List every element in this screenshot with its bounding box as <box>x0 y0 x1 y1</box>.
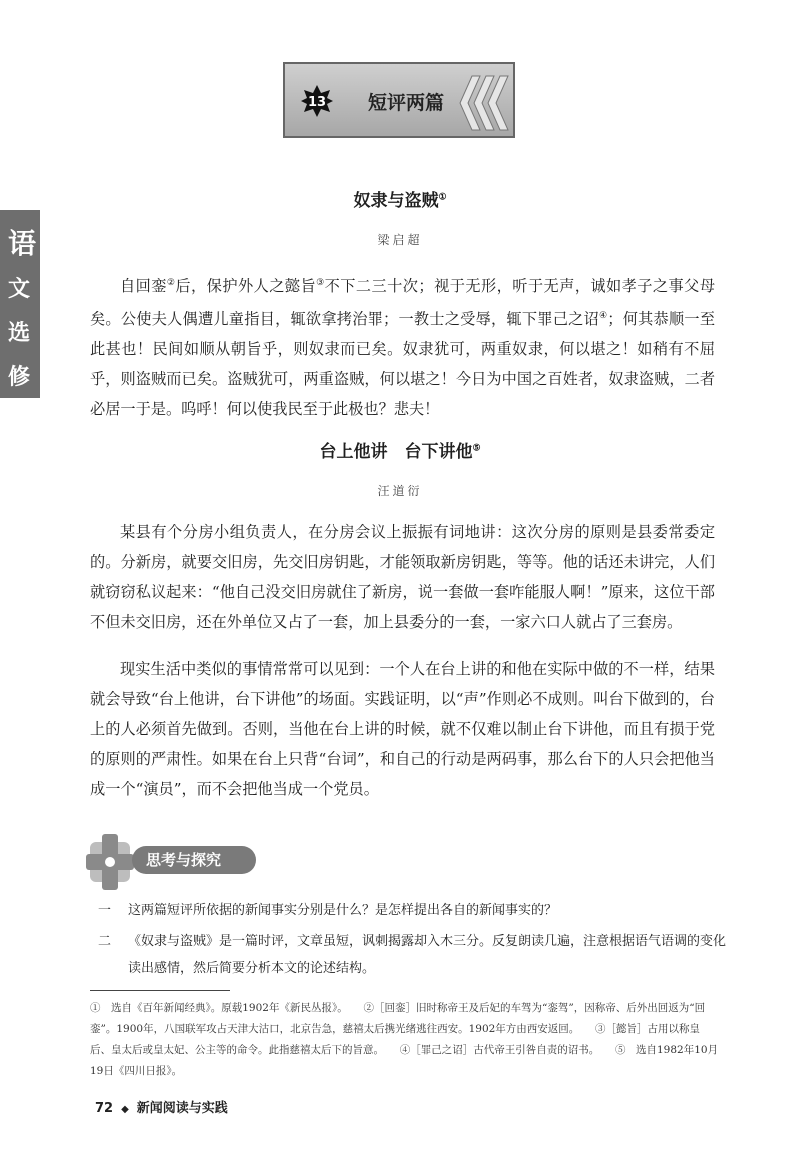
article-author: 梁启超 <box>377 233 423 247</box>
article-title-text: 奴隶与盗贼 <box>353 191 439 211</box>
question-text: 这两篇短评所依据的新闻事实分别是什么？是怎样提出各自的新闻事实的？ <box>128 903 558 918</box>
side-tab-char: 语 <box>8 227 37 260</box>
question-number: 二 <box>98 934 112 949</box>
text-run: ；何其恭顺一至此甚也！民间如顺从朝旨乎，则奴隶而已矣。奴隶犹可，两重奴隶，何以堪之！如稍有不屈乎，则盗贼而已矣。盗贼犹可，两重盗贼，何以堪之！今日为中国之百姓者，奴隶盗贼，二者必居一于是。呜呼！何以使我民至于此极也？悲夫！ <box>90 310 716 419</box>
text-run: 后，保护外人之懿旨 <box>175 277 317 296</box>
footnotes: ① 选自《百年新闻经典》。原载1902年《新民丛报》。 ②［回銮］旧时称帝王及后妃的车驾为“銮驾”，因称帝、后外出回返为“回銮”。1900年，八国联军攻占天津大沽口，北京告急，慈禧太后携光绪逃往西安。1902年方由西安返回。 ③［懿旨］古用以称皇后、皇太后或皇太妃、公主等的命令。此指慈禧太后下的旨意。 ④［罪己之诏］古代帝王引咎自责的诏书。 ⑤ 选自1982年10月19日《四川日报》。 <box>90 1002 719 1077</box>
question-text: 《奴隶与盗贼》是一篇时评，文章虽短，讽刺揭露却入木三分。反复朗读几遍，注意根据语气语调的变化读出感情，然后简要分析本文的论述结构。 <box>128 934 727 976</box>
page-footer <box>95 1097 228 1116</box>
article-paragraph: 现实生活中类似的事情常常可以见到：一个人在台上讲的和他在实际中做的不一样，结果就会导致“台上他讲，台下讲他”的场面。实践证明，以“声”作则必不成则。叫台下做到的，台上的人必须首先做到。否则，当他在台上讲的时候，就不仅难以制止台下讲他，而且有损于党的原则的严肃性。如果在台上只背“台词”，和自己的行动是两码事，那么台下的人只会把他当成一个“演员”，而不会把他当成一个党员。 <box>90 660 715 798</box>
page-number: 72 <box>95 1101 114 1116</box>
text-run: 不下二三十次；视于无形，听于无声，诚如孝子之事父母矣。公使夫人偶遭儿童指目，辄欲拿拷治罪；一教士之受辱，辄下罪己之诏 <box>90 277 716 329</box>
question-item <box>98 928 738 982</box>
side-tab-char: 修 <box>8 364 31 390</box>
footnote-ref: ④ <box>598 311 608 322</box>
chevron-decoration-icon <box>452 74 512 132</box>
question-item <box>98 897 738 924</box>
article-title-text: 台上他讲 台下讲他 <box>319 442 473 462</box>
footnote-divider <box>90 990 230 991</box>
footnote-ref: ② <box>166 278 176 288</box>
text-run: 自回銮 <box>120 277 167 296</box>
article-title <box>0 437 800 462</box>
footnote-ref: ⑤ <box>472 443 481 454</box>
article-author: 汪道衍 <box>377 484 423 498</box>
article-paragraph <box>90 268 715 424</box>
article-title <box>0 186 800 211</box>
footer-section-title: 新闻阅读与实践 <box>136 1101 228 1116</box>
footnote-ref: ① <box>438 192 447 203</box>
question-number: 一 <box>98 903 112 918</box>
side-tab-char: 选 <box>8 320 31 346</box>
lesson-number: 13 <box>307 95 327 110</box>
lesson-number-badge <box>300 84 334 118</box>
diamond-icon: ◆ <box>121 1104 129 1115</box>
lesson-title: 短评两篇 <box>368 92 445 114</box>
think-section-label: 思考与探究 <box>132 846 256 874</box>
footnote-ref: ③ <box>316 278 325 288</box>
side-tab-char: 文 <box>8 276 31 302</box>
article-paragraph: 某县有个分房小组负责人，在分房会议上振振有词地讲：这次分房的原则是县委常委定的。分新房，就要交旧房，先交旧房钥匙，才能领取新房钥匙，等等。他的话还未讲完，人们就窃窃私议起来：“他自己没交旧房就住了新房，说一套做一套咋能服人啊！”原来，这位干部不但未交旧房，还在外单位又占了一套，加上县委分的一套，一家六口人就占了三套房。 <box>90 523 715 631</box>
